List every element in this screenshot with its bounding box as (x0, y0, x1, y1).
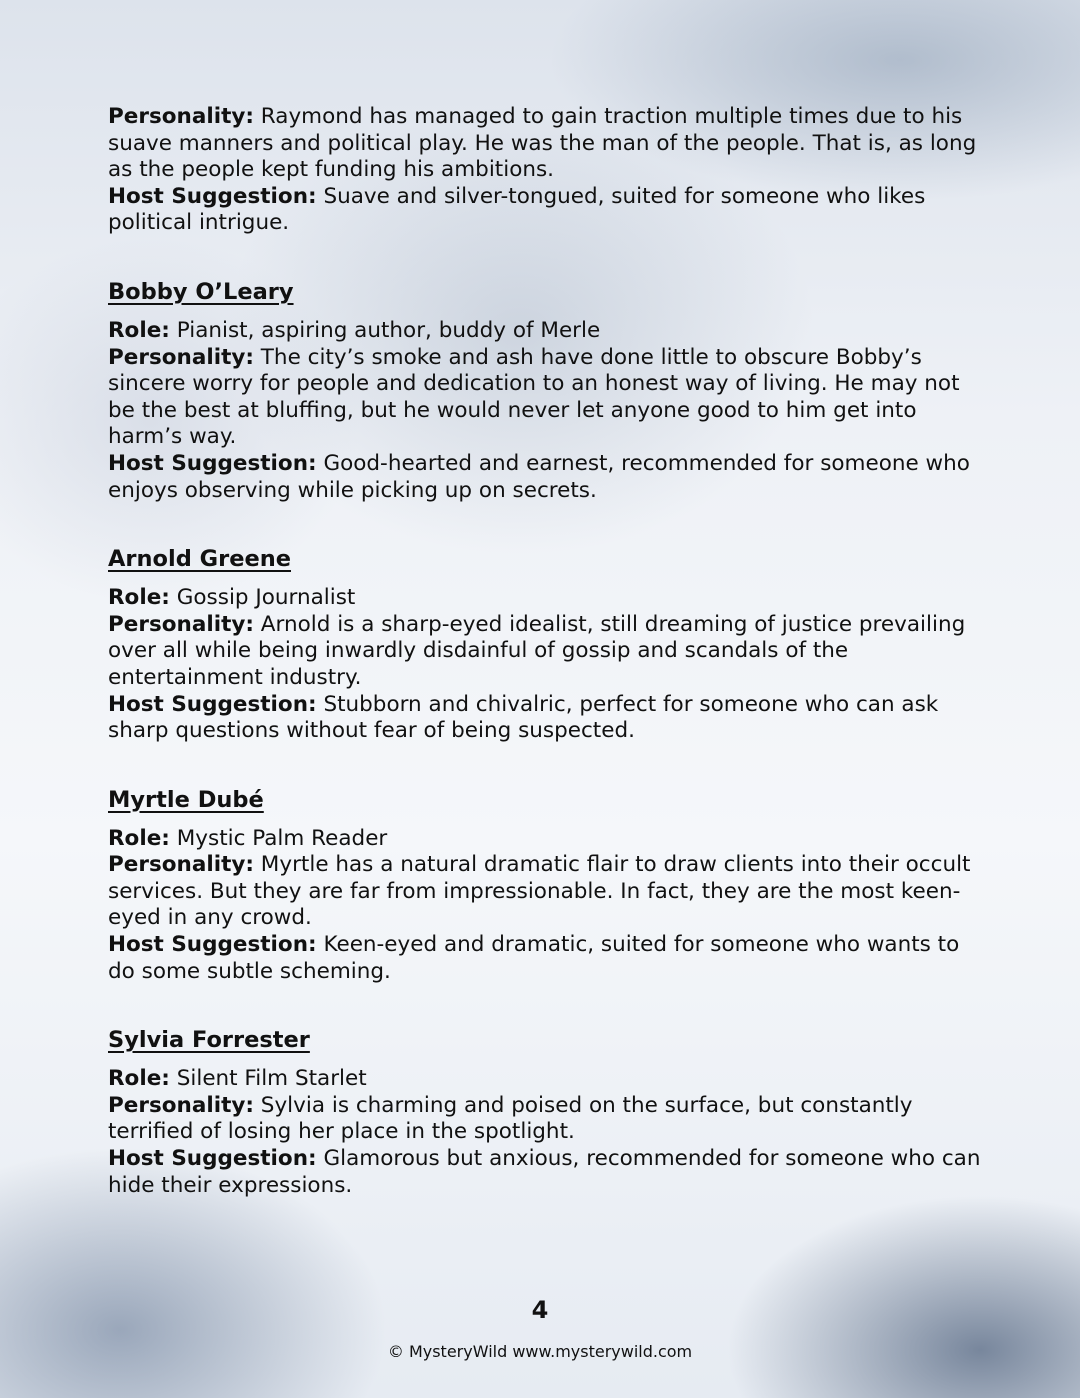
page-content (108, 104, 988, 1199)
personality-text: Arnold is a sharp-eyed idealist, still dreaming of justice prevailing over all while being inwardly disdainful of gossip and scandals of the entertainment industry. (108, 611, 966, 690)
host-suggestion-text: Suave and silver-tongued, suited for someone who likes political intrigue. (108, 183, 926, 236)
host-suggestion-paragraph (108, 451, 988, 504)
role-paragraph (108, 1066, 988, 1093)
host-suggestion-text: Glamorous but anxious, recommended for someone who can hide their expressions. (108, 1146, 981, 1198)
character-name: Arnold Greene (108, 546, 291, 573)
character-section (108, 545, 988, 745)
personality-label: Personality: (108, 1092, 254, 1118)
copyright-footer: © MysteryWild www.mysterywild.com (387, 1342, 693, 1361)
character-section (108, 1026, 988, 1199)
role-paragraph (108, 318, 988, 345)
role-label: Role: (108, 585, 170, 611)
host-suggestion-text: Good-hearted and earnest, recommended for someone who enjoys observing while picking up on secrets. (108, 450, 970, 503)
personality-text: Raymond has managed to gain traction multiple times due to his suave manners and political play. He was the man of the people. That is, as long as the people kept funding his ambitions. (108, 104, 977, 183)
intro-block (108, 104, 988, 237)
role-label: Role: (108, 317, 170, 343)
personality-label: Personality: (108, 852, 254, 878)
personality-label: Personality: (108, 104, 254, 129)
host-suggestion-label: Host Suggestion: (108, 691, 317, 717)
character-section (108, 278, 988, 504)
personality-label: Personality: (108, 344, 254, 370)
personality-text: The city’s smoke and ash have done little to obscure Bobby’s sincere worry for people and dedication to an honest way of living. He may not be the best at bluffing, but he would never let anyone good to him get into harm’s way. (108, 344, 960, 450)
host-suggestion-paragraph (108, 932, 988, 985)
host-suggestion-label: Host Suggestion: (108, 932, 317, 958)
page-number: 4 (531, 1296, 549, 1324)
personality-text: Sylvia is charming and poised on the surface, but constantly terrified of losing her place in the spotlight. (108, 1092, 913, 1145)
role-label: Role: (108, 825, 170, 851)
personality-paragraph (108, 345, 988, 451)
personality-paragraph (108, 612, 988, 692)
role-text: Gossip Journalist (169, 585, 356, 611)
character-name: Bobby O’Leary (108, 278, 294, 305)
personality-text: Myrtle has a natural dramatic flair to draw clients into their occult services. But they are far from impressionable. In fact, they are the most keen-eyed in any crowd. (108, 852, 971, 931)
host-suggestion-text: Keen-eyed and dramatic, suited for someone who wants to do some subtle scheming. (108, 932, 960, 984)
personality-paragraph (108, 104, 988, 184)
role-text: Silent Film Starlet (169, 1066, 367, 1092)
host-suggestion-label: Host Suggestion: (108, 450, 317, 476)
host-suggestion-paragraph (108, 692, 988, 745)
host-suggestion-paragraph (108, 184, 988, 237)
personality-paragraph (108, 852, 988, 932)
personality-paragraph (108, 1093, 988, 1146)
host-suggestion-label: Host Suggestion: (108, 1146, 317, 1172)
host-suggestion-paragraph (108, 1146, 988, 1199)
host-suggestion-label: Host Suggestion: (108, 183, 317, 209)
character-name: Myrtle Dubé (108, 786, 264, 813)
personality-label: Personality: (108, 611, 254, 637)
role-paragraph (108, 585, 988, 612)
role-text: Mystic Palm Reader (169, 825, 388, 851)
character-name: Sylvia Forrester (108, 1027, 310, 1054)
role-label: Role: (108, 1066, 170, 1092)
host-suggestion-text: Stubborn and chivalric, perfect for someone who can ask sharp questions without fear of being suspected. (108, 691, 939, 744)
role-paragraph (108, 826, 988, 853)
character-section (108, 786, 988, 986)
role-text: Pianist, aspiring author, buddy of Merle (169, 317, 601, 343)
